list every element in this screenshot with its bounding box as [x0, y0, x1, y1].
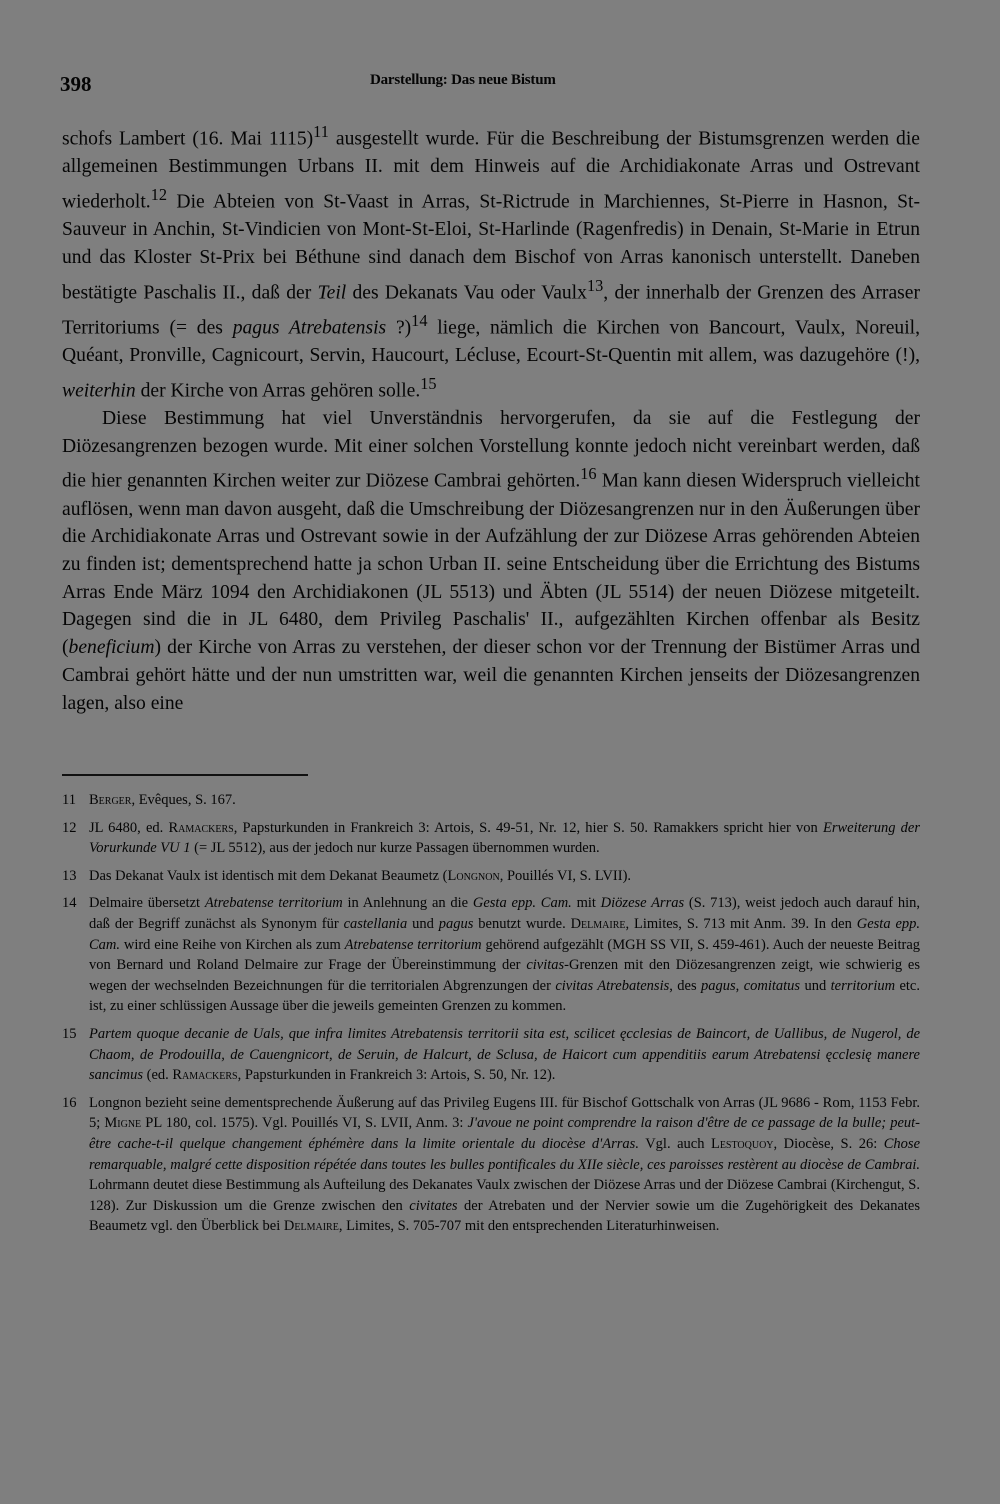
footnote-text: [89, 818, 920, 859]
footnote-ref[interactable]: 14: [411, 310, 428, 330]
italic-text: pagus Atrebatensis: [232, 317, 387, 339]
text-run: , Diocèse, S. 26:: [773, 1135, 884, 1152]
paragraph: [62, 118, 920, 405]
text-run: JL 6480, ed.: [89, 819, 169, 836]
text-run: des Dekanats Vau oder Vaulx: [346, 282, 587, 304]
text-run: gehörend aufgezählt (MGH SS VII, S. 459-461). Auch der neueste Beitrag von Bernard und Roland Delmaire zur Frage der Übereinstimmung der: [89, 936, 921, 974]
author-name: Delmaire: [570, 915, 626, 932]
text-run: Man kann diesen Widerspruch vielleicht auflösen, wenn man davon ausgeht, daß die Umschreibung der Diözesangrenzen nur in den Äußerungen über die Archidiakonate Arras und Ostrevant sowie in der Aufzählung der zur Diözese Arras gehörenden Abteien zu finden ist; dementsprechend hatte ja schon Urban II. seine Entscheidung über die Errichtung des Bistums Arras Ende März 1094 den Archidiakonen (JL 5513) und Äbten (JL 5514) der neuen Diözese mitgeteilt. Dagegen sind die in JL 6480, dem Privileg Paschalis' II., aufgezählten Kirchen offenbar als Besitz (: [62, 470, 920, 659]
text-run: (ed.: [142, 1067, 173, 1084]
footnote-text: [89, 866, 920, 887]
author-name: Ramackers: [168, 819, 234, 836]
italic-text: Erweiterung der Vorurkunde VU 1: [89, 819, 920, 857]
text-run: Delmaire übersetzt: [89, 895, 205, 912]
text-run: , Pouillés VI, S. LVII).: [499, 867, 632, 884]
text-run: ,: [735, 977, 744, 994]
page-number: 398: [60, 72, 92, 96]
paragraph: [62, 405, 920, 717]
text-run: , Limites, S. 713 mit Anm. 39. In den: [625, 915, 857, 932]
text-run: und: [407, 915, 439, 932]
footnote-number: 11: [62, 792, 76, 808]
text-run: , der innerhalb der Grenzen des Arraser Territoriums (= des: [62, 282, 920, 339]
text-run: , Papsturkunden in Frankreich 3: Artois, S. 50, Nr. 12).: [237, 1067, 556, 1084]
text-run: Diese Bestimmung hat viel Unverständnis hervorgerufen, da sie auf die Festlegung der Diözesangrenzen bezogen wurde. Mit einer solchen Vorstellung konnte jedoch nicht vereinbart werden, daß die hier genannten Kirchen weiter zur Diözese Cambrai gehörten.: [62, 407, 920, 492]
footnote-number: 12: [62, 819, 77, 836]
text-run: in Anlehnung an die: [342, 895, 473, 912]
author-name: Ramackers: [172, 1067, 238, 1084]
text-run: der Atrebaten und der Nervier sowie um die Zugehörigkeit des Dekanates Beaumetz vgl. den Überblick bei: [89, 1197, 920, 1235]
text-run: und: [800, 977, 831, 994]
text-run: Die Abteien von St-Vaast in Arras, St-Rictrude in Marchiennes, St-Pierre in Hasnon, St-Sauveur in Anchin, St-Vindicien von Mont-St-Eloi, St-Harlinde (Ragenfredis) in Denain, St-Marie in Etrun und das Kloster St-Prix bei Béthune sind danach dem Bischof von Arras kanonisch unterstellt. Daneben bestätigte Paschalis II., daß der: [62, 191, 920, 304]
italic-text: civitas: [526, 957, 565, 974]
footnote-ref[interactable]: 15: [420, 373, 437, 393]
text-run: -Grenzen mit den Diözesangrenzen zeigt, wie schwierig es wegen der wechselnden Bezeichnungen für die territorialen Abgrenzungen der: [89, 957, 921, 994]
italic-text: Atrebatense territorium: [344, 936, 482, 953]
footnote-separator: [62, 774, 308, 776]
italic-text: civitates: [409, 1197, 458, 1214]
footnote-ref[interactable]: 16: [580, 464, 597, 484]
italic-text: weiterhin: [62, 380, 136, 402]
text-run: wird eine Reihe von Kirchen als zum: [120, 936, 345, 953]
author-name: Migne: [104, 1115, 142, 1132]
footnote: [62, 893, 920, 1017]
text-run: ) der Kirche von Arras zu verstehen, der dieser schon vor der Trennung der Bistümer Arras und Cambrai gehört hätte und der nun umstritten war, weil die genannten Kirchen jenseits der Diözesangrenzen lagen, also eine: [62, 637, 920, 714]
text-run: Lohrmann deutet diese Bestimmung als Aufteilung des Dekanates Vaulx zwischen der Diözese Arras und der Diözese Cambrai (Kirchengut, S. 128). Zur Diskussion um die Grenze zwischen den: [89, 1177, 920, 1214]
text-run: liege, nämlich die Kirchen von Bancourt, Vaulx, Noreuil, Quéant, Pronville, Cagnicourt, Servin, Haucourt, Lécluse, Ecourt-St-Quentin mit allem, was dazugehöre (!),: [62, 317, 920, 367]
italic-text: Partem quoque decanie de Uals, que infra limites Atrebatensis territorii sita est, scilicet ęcclesias de Baincort, de Uallibus, de Nugerol, de Chaom, de Prodouilla, de Cauengnicort, de Seruin, de Halcurt, de Sclusa, de Haicort cum appenditiis earum Atrebatensi ęcclesię manere sancimus: [89, 1025, 920, 1084]
italic-text: Atrebatense territorium: [204, 895, 343, 912]
footnote: [62, 866, 920, 887]
footnote-text: [89, 893, 920, 1017]
italic-text: Chose remarquable, malgré cette disposition répétée dans toutes les bulles pontificales du XIIe siècle, ces paroisses restèrent au diocèse de Cambrai.: [89, 1135, 920, 1173]
text-run: Longnon bezieht seine dementsprechende Äußerung auf das Privileg Eugens III. für Bischof Gottschalk von Arras (JL 9686 - Rom, 1153 Febr. 5;: [89, 1094, 920, 1132]
footnotes: [62, 790, 920, 1244]
footnote-text: [89, 1024, 920, 1086]
text-run: , Evêques, S. 167.: [131, 792, 236, 808]
running-title: Darstellung: Das neue Bistum: [370, 72, 556, 88]
italic-text: pagus: [438, 915, 474, 932]
italic-text: Gesta epp. Cam.: [89, 915, 921, 953]
footnote: [62, 1024, 920, 1086]
text-run: , Limites, S. 705-707 mit den entsprechenden Literaturhinweisen.: [338, 1218, 720, 1235]
text-run: , Papsturkunden in Frankreich 3: Artois, S. 49-51, Nr. 12, hier S. 50. Ramakkers spricht hier von: [233, 819, 823, 836]
text-run: Das Dekanat Vaulx ist identisch mit dem Dekanat Beaumetz (: [89, 867, 448, 884]
author-name: Delmaire: [283, 1218, 339, 1235]
footnote: [62, 790, 920, 811]
text-run: ausgestellt wurde. Für die Beschreibung der Bistumsgrenzen werden die allgemeinen Bestimmungen Urbans II. mit dem Hinweis auf die Archidiakonate Arras und Ostrevant wiederholt.: [62, 128, 920, 213]
italic-text: civitas Atrebatensis: [555, 977, 670, 994]
text-run: (= JL 5512), aus der jedoch nur kurze Passagen übernommen wurden.: [190, 840, 600, 857]
footnote-ref[interactable]: 11: [313, 122, 329, 141]
footnote-number: 13: [62, 867, 77, 884]
italic-text: pagus: [701, 977, 736, 994]
italic-text: comitatus: [743, 977, 801, 994]
text-run: mit: [571, 895, 601, 912]
italic-text: Teil: [317, 282, 347, 304]
text-run: , des: [669, 977, 701, 994]
text-run: der Kirche von Arras gehören solle.: [135, 380, 421, 402]
footnote: [62, 1093, 920, 1237]
footnote: [62, 818, 920, 859]
italic-text: Diözese Arras: [600, 895, 685, 912]
footnote-number: 14: [62, 895, 77, 912]
author-name: Berger: [89, 792, 132, 808]
author-name: Lestoquoy: [710, 1135, 774, 1152]
text-run: PL 180, col. 1575). Vgl. Pouillés VI, S. LVII, Anm. 3:: [141, 1115, 468, 1132]
footnote-text: [89, 1093, 920, 1237]
text-run: benutzt wurde.: [473, 915, 571, 932]
text-run: ?): [386, 317, 412, 339]
italic-text: territorium: [830, 977, 896, 994]
footnote-ref[interactable]: 13: [586, 275, 604, 295]
text-run: (S. 713), weist jedoch auch darauf hin, daß der Begriff zunächst als Synonym für: [89, 895, 920, 932]
italic-text: Gesta epp. Cam.: [472, 895, 572, 912]
footnote-number: 16: [62, 1094, 77, 1111]
footnote-number: 15: [62, 1025, 77, 1042]
text-run: etc. ist, zu einer schlüssigen Aussage über die jeweils gemeinten Grenzen zu kommen.: [89, 977, 920, 1015]
footnote-text: [89, 790, 920, 811]
italic-text: J'avoue ne point comprendre la raison d'être de ce passage de la bulle; peut-être cache-t-il quelque changement éphémère dans la limite orientale du diocèse d'Arras.: [89, 1115, 920, 1152]
italic-text: castellania: [343, 915, 408, 932]
text-run: schofs Lambert (16. Mai 1115): [62, 128, 314, 150]
main-text: [62, 118, 920, 717]
author-name: Longnon: [447, 867, 500, 884]
text-run: Vgl. auch: [638, 1135, 711, 1152]
footnote-ref[interactable]: 12: [150, 184, 168, 204]
italic-text: beneficium: [68, 637, 155, 659]
